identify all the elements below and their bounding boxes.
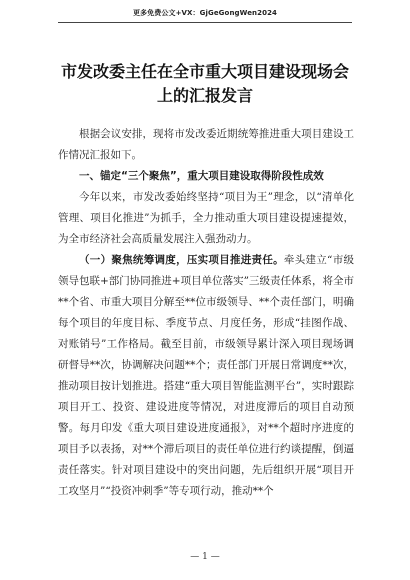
subsection-1-paragraph [58,250,354,502]
section-1-paragraph: 今年以来，市发改委始终坚持“项目为王”理念，以“清单化管理、项目化推进”为抓手，全力推动重大项目建设提速提效，为全市经济社会高质量发展注入强劲动力。 [58,191,354,245]
intro-paragraph: 根据会议安排，现将市发改委近期统筹推进重大项目建设工作情况汇报如下。 [58,128,354,161]
section-heading-1: 一、锚定“三个聚焦”，重大项目建设取得阶段性成效 [79,170,324,182]
document-title: 市发改委主任在全市重大项目建设现场会上的汇报发言 [60,62,349,105]
document-body [58,124,354,502]
subsection-1-body: 牵头建立“市级领导包联+部门协同推进+项目单位落实”三级责任体系，将全市**个省、市重大项目分解至**位市级领导、**个责任部门，明确每个项目的年度目标、季度节点、月度任务，形成“挂图作战、对账销号”工作格局。截至目前，市级领导累计深入项目现场调研督导**次，协调解决问题**个；责任部门开展日常调度**次，推动项目按计划推进。搭建“重大项目智能监测平台”，实时跟踪项目开工、投资、建设进度等情况，对进度滞后的项目自动预警。每月印发《重大项目建设进度通报》，对**个超时序进度的项目予以表扬，对**个滞后项目的责任单位进行约谈提醒，倒逼责任落实。针对项目建设中的突出问题，先后组织开展“项目开工攻坚月”“投资冲刺季”等专项行动，推动**个 [58,254,354,497]
subsection-heading-1: （一）聚焦统筹调度，压实项目推进责任。 [79,254,284,266]
header-note: 更多免费公文+VX：GjGeGongWen2024 [132,9,278,17]
header-divider [58,22,352,23]
page-number: — 1 — [190,552,220,562]
